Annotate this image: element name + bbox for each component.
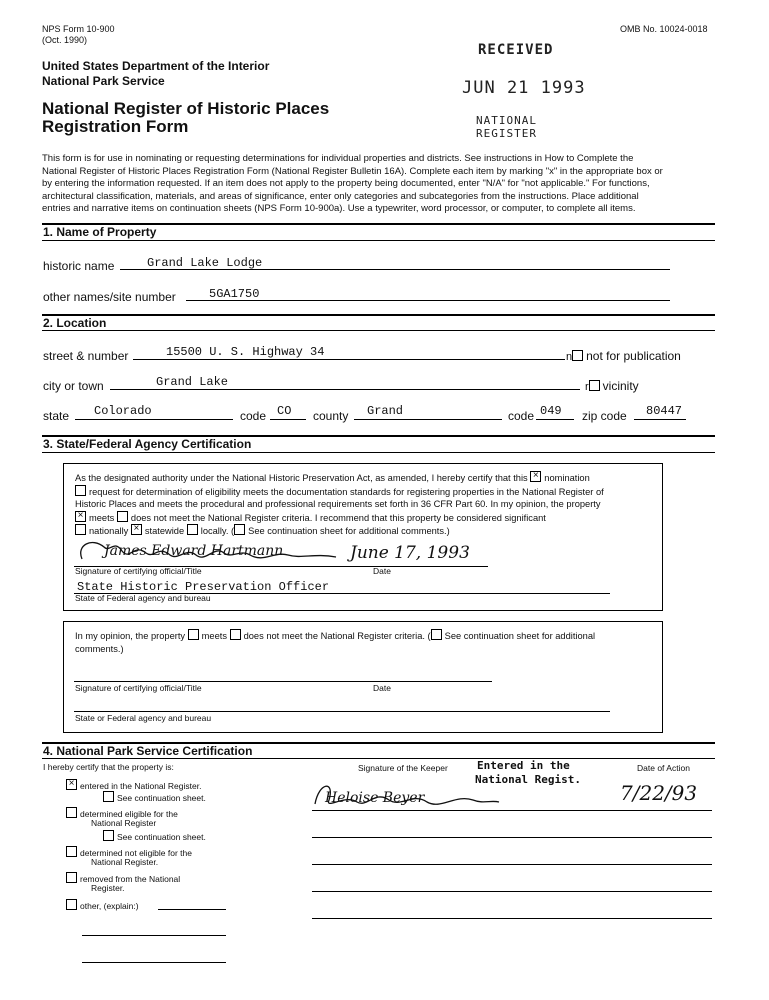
state-line: [75, 419, 233, 420]
other-explain-line-2[interactable]: [82, 935, 226, 936]
section-divider: [42, 758, 715, 759]
instructions-line: This form is for use in nominating or requesting determinations for individual properties and districts. See instructions in How to Complete the: [42, 153, 634, 164]
vicinity-label: vicinity: [602, 379, 639, 393]
not-eligible-label: determined not eligible for the: [80, 848, 192, 858]
section-divider: [42, 330, 715, 331]
certifying-agency-field[interactable]: State Historic Preservation Officer: [77, 580, 330, 594]
keeper-signature-label: Signature of the Keeper: [358, 763, 448, 773]
opinion-line-1: [75, 629, 655, 643]
form-date: (Oct. 1990): [42, 35, 88, 45]
does-not-meet-checkbox[interactable]: [117, 511, 128, 522]
opinion-line-2: comments.): [75, 643, 124, 654]
option-entered[interactable]: [66, 779, 201, 791]
cert-line-1: [75, 471, 665, 485]
county-code-line: [536, 419, 574, 420]
section-divider: [42, 314, 715, 316]
cert-line-3: Historic Places and meets the procedural and professional requirements set forth in 36 CFR Part 60. In my opinion, the property: [75, 499, 601, 509]
city-label: city or town: [43, 379, 104, 393]
received-stamp: RECEIVED: [478, 42, 554, 58]
removed-label-2: Register.: [91, 883, 125, 893]
cert-line-2: [75, 485, 665, 499]
opinion-continuation-checkbox[interactable]: [431, 629, 442, 640]
nomination-checkbox[interactable]: [530, 471, 541, 482]
signer-name-text: James Edward Hartmann: [104, 543, 284, 559]
eligible-label-2: National Register: [91, 818, 157, 828]
state-label: state: [43, 409, 70, 423]
state-code-field[interactable]: CO: [277, 404, 292, 418]
other-checkbox[interactable]: [66, 899, 77, 910]
opinion-meets-checkbox[interactable]: [188, 629, 199, 640]
zip-line: [634, 419, 686, 420]
opinion-continuation-label: See continuation sheet for additional: [444, 631, 596, 641]
nationally-label: nationally: [89, 526, 129, 536]
other-explain-line[interactable]: [158, 909, 226, 910]
keeper-line-4: [312, 891, 712, 892]
county-code-label: code: [508, 409, 535, 423]
signature-label-2: Signature of certifying official/Title: [75, 683, 202, 693]
city-field[interactable]: Grand Lake: [156, 375, 229, 389]
agency-label-2: State or Federal agency and bureau: [75, 713, 212, 723]
opinion-label: In my opinion, the property: [75, 631, 186, 641]
county-code-field[interactable]: 049: [540, 404, 562, 418]
date-label-2: Date: [373, 683, 391, 693]
form-title-line2: Registration Form: [42, 117, 189, 136]
continuation-label: See continuation sheet for additional comments.): [248, 526, 450, 536]
state-certification-text: [75, 471, 665, 538]
opinion-meets-label: meets: [201, 631, 227, 641]
entered-stamp-line1: Entered in the: [477, 759, 570, 772]
street-label: street & number: [43, 349, 129, 363]
zip-field[interactable]: 80447: [646, 404, 683, 418]
vicinity-checkbox[interactable]: [589, 380, 600, 391]
zip-label: zip code: [582, 409, 627, 423]
not-for-publication-label: not for publication: [586, 349, 681, 363]
signature-line-2: [74, 681, 492, 682]
eligible-label: determined eligible for the: [80, 809, 178, 819]
signature-label: Signature of certifying official/Title: [75, 566, 202, 576]
county-label: county: [313, 409, 349, 423]
city-line: [110, 389, 580, 390]
eligible-checkbox[interactable]: [66, 807, 77, 818]
eligible-continuation-label: See continuation sheet.: [117, 832, 206, 842]
locally-label: locally. (: [200, 526, 235, 536]
instructions-line: entries and narrative items on continuation sheets (NPS Form 10-900a). Use a typewriter, word processor, or computer, to complete all items.: [42, 203, 636, 214]
stamp-register: REGISTER: [476, 127, 537, 140]
omb-number: OMB No. 10024-0018: [620, 24, 708, 34]
other-explain-line-3[interactable]: [82, 962, 226, 963]
instructions: [42, 153, 732, 216]
cert-text: As the designated authority under the National Historic Preservation Act, as amended, I hereby certify that this: [75, 473, 528, 483]
section-3-title: 3. State/Federal Agency Certification: [43, 437, 252, 451]
keeper-line-5: [312, 918, 712, 919]
entered-continuation-label: See continuation sheet.: [117, 793, 206, 803]
state-code-line: [270, 419, 306, 420]
certifying-official-signature: [74, 533, 354, 567]
meets-label: meets: [89, 512, 115, 523]
entered-continuation-checkbox[interactable]: [103, 791, 114, 802]
removed-checkbox[interactable]: [66, 872, 77, 883]
instructions-line: by entering the information requested. If an item does not apply to the property being documented, enter "N/A" for "not applicable." For functions,: [42, 178, 650, 189]
historic-name-label: historic name: [43, 259, 115, 273]
other-label: other, (explain:): [80, 901, 139, 911]
received-date-stamp: JUN 21 1993: [462, 78, 586, 98]
cert-line-4: [75, 511, 665, 525]
date-label: Date: [373, 566, 391, 576]
entered-label: entered in the National Register.: [80, 781, 202, 791]
not-for-publication[interactable]: n not for publication: [566, 349, 681, 363]
vicinity[interactable]: r vicinity: [585, 379, 639, 393]
stamp-national: NATIONAL: [476, 114, 537, 127]
keeper-signature-line: [312, 810, 712, 811]
action-date-handwritten: 7/22/93: [620, 781, 698, 805]
street-field[interactable]: 15500 U. S. Highway 34: [166, 345, 325, 359]
eligible-continuation-checkbox[interactable]: [103, 830, 114, 841]
county-line: [354, 419, 502, 420]
county-field[interactable]: Grand: [367, 404, 404, 418]
section-4-title: 4. National Park Service Certification: [43, 744, 253, 758]
option-eligible-continuation[interactable]: [103, 830, 206, 842]
cert-text: request for determination of eligibility meets the documentation standards for registering properties in the National Register of: [89, 486, 604, 497]
not-for-publication-checkbox[interactable]: [572, 350, 583, 361]
not-eligible-label-2: National Register.: [91, 857, 159, 867]
option-other[interactable]: [66, 899, 139, 911]
opinion-text: [75, 629, 655, 655]
not-eligible-checkbox[interactable]: [66, 846, 77, 857]
opinion-does-not-meet-label: does not meet the National Register criteria. (: [243, 631, 431, 641]
instructions-line: National Register of Historic Places Registration Form (National Register Bulletin 16A). Complete each item by marking "x" in the appropriate box or: [42, 165, 663, 177]
form-title-line1: National Register of Historic Places: [42, 99, 330, 118]
agency-name: National Park Service: [42, 74, 165, 88]
nomination-label: nomination: [544, 473, 590, 483]
street-line: [133, 359, 565, 360]
department-name: United States Department of the Interior: [42, 59, 270, 73]
section-2-title: 2. Location: [43, 316, 107, 330]
section-1-title: 1. Name of Property: [43, 225, 157, 239]
state-field[interactable]: Colorado: [94, 404, 152, 418]
keeper-line-3: [312, 864, 712, 865]
nps-cert-intro: I hereby certify that the property is:: [43, 762, 174, 772]
other-names-label: other names/site number: [43, 290, 176, 304]
removed-label: removed from the National: [80, 874, 181, 884]
statewide-label: statewide: [144, 526, 185, 536]
certification-date-handwritten: June 17, 1993: [350, 543, 470, 563]
keeper-line-2: [312, 837, 712, 838]
other-names-field[interactable]: 5GA1750: [209, 287, 260, 301]
entered-checkbox[interactable]: [66, 779, 77, 790]
section-divider: [42, 240, 715, 241]
option-entered-continuation[interactable]: [103, 791, 206, 803]
historic-name-field[interactable]: Grand Lake Lodge: [147, 256, 263, 270]
date-of-action-label: Date of Action: [637, 763, 690, 773]
does-not-meet-label: does not meet the National Register criteria. I recommend that this property be considered significant: [130, 512, 546, 523]
agency-label: State of Federal agency and bureau: [75, 593, 211, 603]
instructions-line: architectural classification, materials, and areas of significance, enter only categories and subcategories from the instructions. Place additional: [42, 190, 639, 202]
agency-line-2: [74, 711, 610, 712]
entered-stamp-line2: National Regist.: [475, 773, 581, 786]
meets-checkbox[interactable]: [75, 511, 86, 522]
keeper-signature-text: Heloise Beyer: [325, 790, 425, 806]
section-divider: [42, 452, 715, 453]
form-number: NPS Form 10-900: [42, 24, 115, 34]
opinion-does-not-meet-checkbox[interactable]: [230, 629, 241, 640]
state-code-label: code: [240, 409, 267, 423]
eligibility-request-checkbox[interactable]: [75, 485, 86, 496]
